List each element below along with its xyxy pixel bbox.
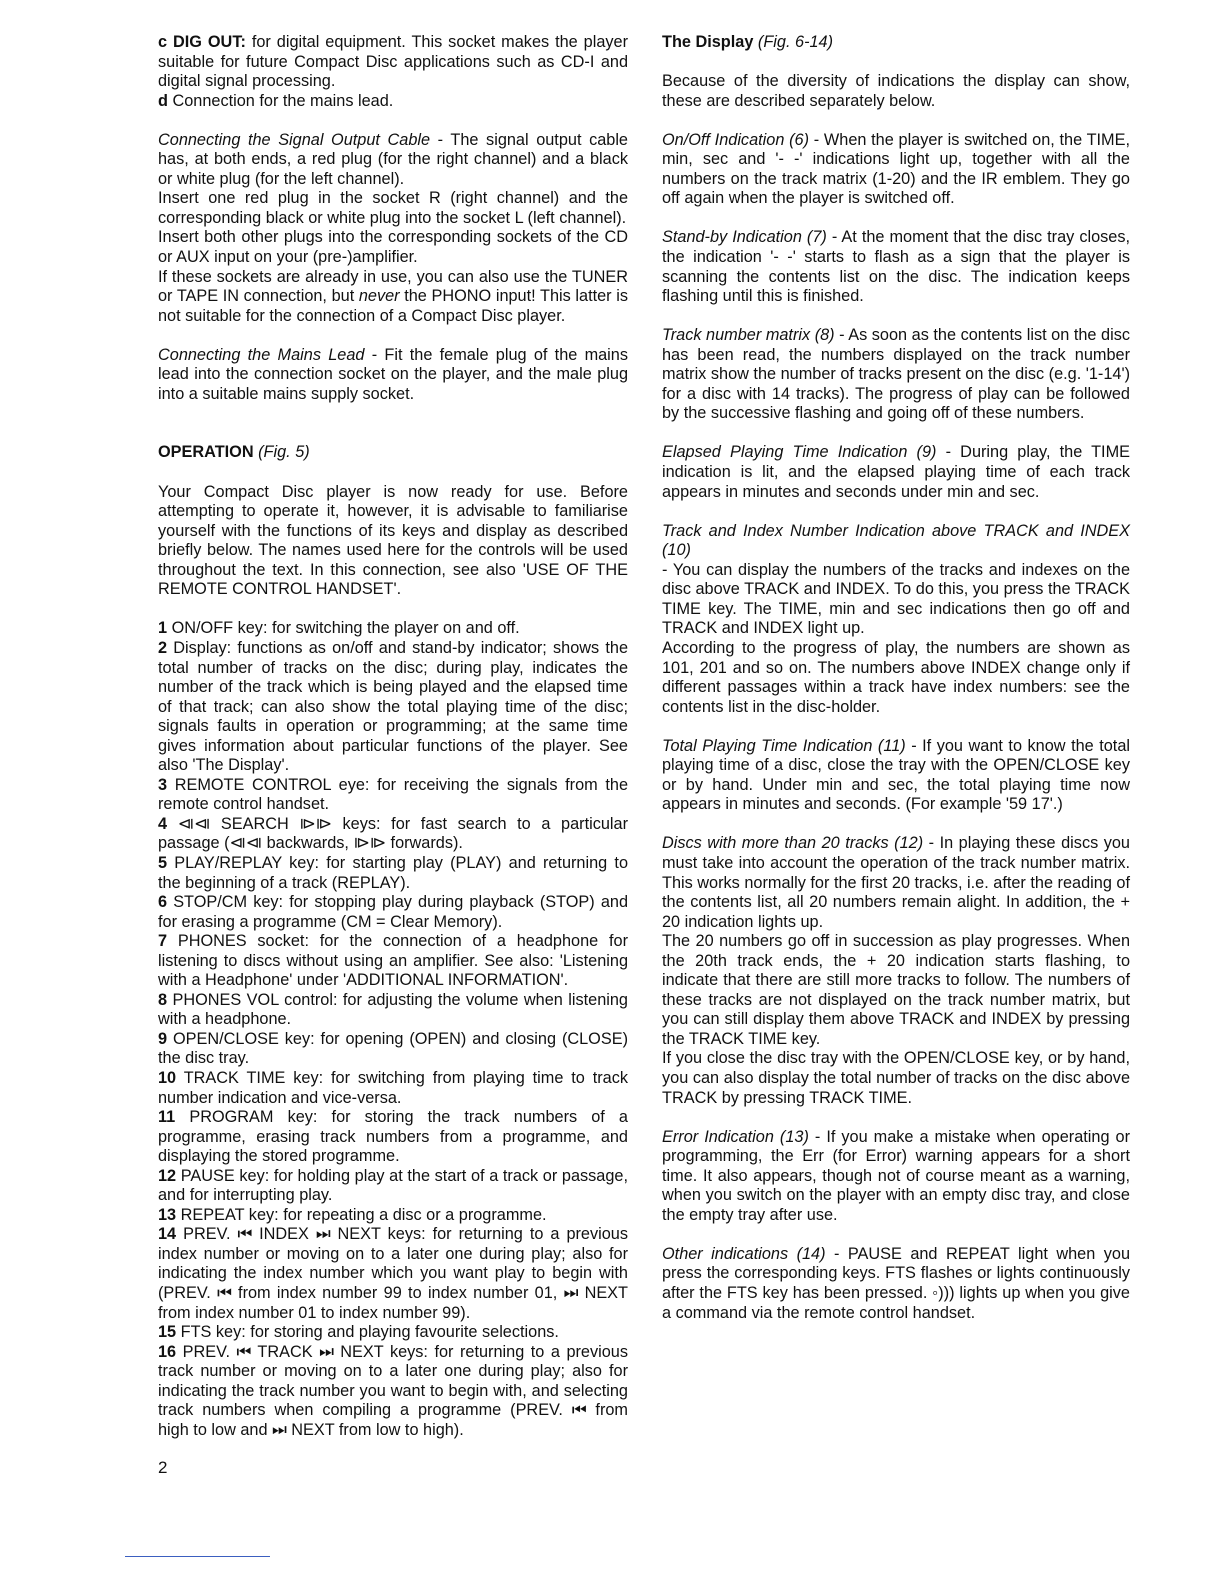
control-text: OPEN/CLOSE key: for opening (OPEN) and closing (CLOSE) the disc tray. <box>158 1029 628 1068</box>
track-index-title: Track and Index Number Indication above TRACK and INDEX (10) <box>662 521 1130 560</box>
total-time-title: Total Playing Time Indication (11) <box>662 736 906 755</box>
signal-cable-title: Connecting the Signal Output Cable <box>158 130 431 149</box>
control-number: 14 <box>158 1225 177 1244</box>
control-text: Display: functions as on/off and stand-by indicator; shows the total number of tracks on the disc; during play, indicates the number of the track which is being played and the elapsed time of that track; can also show the total playing time of the disc; signals faults in operation or programming; at the same time gives information about particular functions of the player. See also 'The Display'. <box>158 638 628 775</box>
discs-more-text3: If you close the disc tray with the OPEN/CLOSE key, or by hand, you can also display the total number of tracks on the disc above TRACK by pressing TRACK TIME. <box>662 1049 1130 1107</box>
control-number: 4 <box>158 814 168 833</box>
control-item <box>158 893 628 932</box>
track-matrix-text: - As soon as the contents list on the disc has been read, the numbers displayed on the track number matrix show the number of tracks present on the disc (e.g. '1-14') for a disc with 14 tracks). The progress of play can be followed by the successive flashing and going off of these numbers. <box>662 326 1130 423</box>
control-number: 8 <box>158 990 168 1009</box>
control-number: 16 <box>158 1342 177 1361</box>
standby-text: - At the moment that the disc tray closes, the indication '- -' starts to flash as a sign that the player is scanning the contents list on the disc. The indication keeps flashing until this is finished. <box>662 228 1130 306</box>
control-item <box>158 1069 628 1108</box>
error-text: - If you make a mistake when operating or programming, the Err (for Error) warning appears for a short time. It also appears, though not of course meant as a warning, when you switch on the player with an empty disc tray, and close the empty tray after use. <box>662 1127 1130 1224</box>
discs-more-text2: The 20 numbers go off in succession as play progresses. When the 20th track ends, the + 20 indication starts flashing, to indicate that there are still more tracks to follow. The numbers of these tracks are not displayed on the track number matrix, but you can still display them above TRACK and INDEX by pressing the TRACK TIME key. <box>662 932 1130 1048</box>
control-text: PREV. ⏮ TRACK ⏭ NEXT keys: for returning to a previous track number or moving on to a later one during play; also for indicating the track number you want to begin with, and selecting track numbers when compiling a programme (PREV. ⏮ from high to low and ⏭ NEXT from low to high). <box>158 1342 628 1439</box>
control-text: PHONES VOL control: for adjusting the volume when listening with a headphone. <box>158 990 628 1029</box>
control-text: FTS key: for storing and playing favourite selections. <box>176 1323 559 1342</box>
right-column <box>662 33 1130 1323</box>
left-column <box>158 33 628 1440</box>
control-text: TRACK TIME key: for switching from playing time to track number indication and vice-versa. <box>158 1068 628 1107</box>
control-number: 12 <box>158 1166 177 1185</box>
control-item <box>158 815 628 854</box>
control-item <box>158 776 628 815</box>
control-item <box>158 1206 628 1226</box>
display-heading-text: The Display <box>662 33 754 51</box>
control-item <box>158 1108 628 1167</box>
mains-text: Connection for the mains lead. <box>167 91 394 110</box>
control-item <box>158 854 628 893</box>
discs-more-text: - In playing these discs you must take into account the operation of the track number matrix. This works normally for the first 20 tracks, i.e. after the reading of the contents list, all 20 numbers remain alight. In addition, the + 20 indication lights up. <box>662 834 1130 931</box>
control-text: REPEAT key: for repeating a disc or a programme. <box>176 1205 547 1224</box>
control-text: PREV. ⏮ INDEX ⏭ NEXT keys: for returning to a previous index number or moving on to a later one during play; also for indicating the index number which you want play to begin with (PREV. ⏮ from index number 99 to index number 01, ⏭ NEXT from index number 01 to index number 99). <box>158 1225 628 1322</box>
control-text: PAUSE key: for holding play at the start of a track or passage, and for interrupting play. <box>158 1166 628 1205</box>
control-text: ⧏⧏ SEARCH ⧐⧐ keys: for fast search to a particular passage (⧏⧏ backwards, ⧐⧐ forwards). <box>158 814 628 853</box>
display-fig: (Fig. 6-14) <box>757 33 834 51</box>
track-matrix-section <box>662 326 1130 424</box>
standby-section <box>662 228 1130 306</box>
discs-more-section <box>662 834 1130 932</box>
on-off-title: On/Off Indication (6) <box>662 130 810 149</box>
mains-paragraph <box>158 92 628 112</box>
controls-list <box>158 619 628 1440</box>
control-text: PHONES socket: for the connection of a headphone for listening to discs without using an amplifier. See also: 'Listening with a Headphone' under 'ADDITIONAL INFORMATION'. <box>158 932 628 990</box>
control-number: 13 <box>158 1205 177 1224</box>
standby-title: Stand-by Indication (7) <box>662 228 827 247</box>
mains-lead-paragraph <box>158 346 628 405</box>
signal-cable-paragraph <box>158 131 628 190</box>
dig-out-label: c DIG OUT: <box>158 33 246 51</box>
other-section <box>662 1245 1130 1323</box>
control-number: 3 <box>158 775 168 794</box>
operation-fig: (Fig. 5) <box>258 443 310 462</box>
control-number: 2 <box>158 638 168 657</box>
control-number: 7 <box>158 932 168 951</box>
elapsed-time-section <box>662 443 1130 502</box>
control-item <box>158 1167 628 1206</box>
other-title: Other indications (14) <box>662 1244 826 1263</box>
control-text: REMOTE CONTROL eye: for receiving the signals from the remote control handset. <box>158 775 628 814</box>
on-off-text: - When the player is switched on, the TIME, min, sec and '- -' indications light up, together with all the numbers on the track matrix (1-20) and the IR emblem. They go off again when the player is switched off. <box>662 130 1130 208</box>
total-time-text: - If you want to know the total playing time of a disc, close the tray with the OPEN/CLOSE key or by hand. Under min and sec, the total playing time now appears in minutes and seconds. (For example '59 17'.) <box>662 736 1130 814</box>
control-item <box>158 639 628 776</box>
mains-lead-text: - Fit the female plug of the mains lead into the connection socket on the player, and the male plug into a suitable mains supply socket. <box>158 345 628 403</box>
control-number: 15 <box>158 1323 177 1342</box>
control-number: 10 <box>158 1068 177 1087</box>
elapsed-time-text: - During play, the TIME indication is lit, and the elapsed playing time of each track appears in minutes and seconds under min and sec. <box>662 443 1130 501</box>
discs-more-title: Discs with more than 20 tracks (12) <box>662 834 924 853</box>
page-number: 2 <box>158 1458 168 1477</box>
signal-cable-text: - The signal output cable has, at both ends, a red plug (for the right channel) and a black or white plug (for the left channel). <box>158 130 628 188</box>
error-section <box>662 1128 1130 1226</box>
control-text: PROGRAM key: for storing the track numbers of a programme, erasing track numbers from a programme, and displaying the stored programme. <box>158 1108 628 1166</box>
other-text: - PAUSE and REPEAT light when you press the corresponding keys. FTS flashes or lights continuously after the FTS key has been pressed. ◦))) lights up when you give a command via the remote control handset. <box>662 1244 1130 1322</box>
operation-intro: Your Compact Disc player is now ready for use. Before attempting to operate it, however, it is advisable to familiarise yourself with the functions of its keys and display as described briefly below. The names used here for the controls will be used throughout the text. In this connection, see also 'USE OF THE REMOTE CONTROL HANDSET'. <box>158 482 628 599</box>
control-number: 6 <box>158 893 168 912</box>
control-text: ON/OFF key: for switching the player on and off. <box>167 619 520 638</box>
control-number: 11 <box>158 1108 176 1127</box>
dig-out-text: for digital equipment. This socket makes the player suitable for future Compact Disc applications such as CD-I and digital signal processing. <box>158 33 629 91</box>
control-item <box>158 932 628 991</box>
operation-heading-text: OPERATION <box>158 443 254 462</box>
track-index-text: - You can display the numbers of the tracks and indexes on the disc above TRACK and INDEX. To do this, you press the TRACK TIME key. The TIME, min and sec indications then go off and TRACK and INDEX light up. <box>662 560 1130 638</box>
control-number: 9 <box>158 1029 168 1048</box>
dig-out-paragraph <box>158 33 628 92</box>
operation-heading <box>158 443 628 463</box>
control-item <box>158 1030 628 1069</box>
control-text: PLAY/REPLAY key: for starting play (PLAY) and returning to the beginning of a track (REPLAY). <box>158 853 628 892</box>
spacer <box>158 424 628 444</box>
control-text: STOP/CM key: for stopping play during playback (STOP) and for erasing a programme (CM = Clear Memory). <box>158 893 628 931</box>
signal-cable-line4a: If these sockets are already in use, you can also use the TUNER or TAPE IN connection, but <box>158 267 628 306</box>
control-item <box>158 991 628 1030</box>
display-intro: Because of the diversity of indications the display can show, these are described separately below. <box>662 72 1130 110</box>
signal-cable-never: never <box>358 287 400 306</box>
control-item <box>158 1343 628 1441</box>
display-heading <box>662 33 1130 53</box>
control-number: 5 <box>158 853 168 872</box>
total-time-section <box>662 737 1130 815</box>
signal-cable-line4 <box>158 268 628 327</box>
control-item <box>158 1323 628 1343</box>
mains-label: d <box>158 91 168 110</box>
mains-lead-title: Connecting the Mains Lead <box>158 345 365 364</box>
on-off-section <box>662 131 1130 209</box>
control-number: 1 <box>158 619 168 638</box>
signal-cable-line2: Insert one red plug in the socket R (right channel) and the corresponding black or white plug into the socket L (left channel). <box>158 189 628 227</box>
track-index-text2: According to the progress of play, the numbers are shown as 101, 201 and so on. The numbers above INDEX change only if different passages within a track have index numbers: see the contents list in the disc-holder. <box>662 638 1130 716</box>
control-item <box>158 1225 628 1323</box>
signal-cable-line4b: the PHONO input! This latter is not suitable for the connection of a Compact Disc player. <box>158 287 628 325</box>
error-title: Error Indication (13) <box>662 1127 809 1146</box>
elapsed-time-title: Elapsed Playing Time Indication (9) <box>662 443 937 462</box>
track-matrix-title: Track number matrix (8) <box>662 326 835 345</box>
footer-rule <box>125 1556 270 1557</box>
control-item <box>158 619 628 639</box>
signal-cable-line3: Insert both other plugs into the corresponding sockets of the CD or AUX input on your (pre-)amplifier. <box>158 228 628 267</box>
